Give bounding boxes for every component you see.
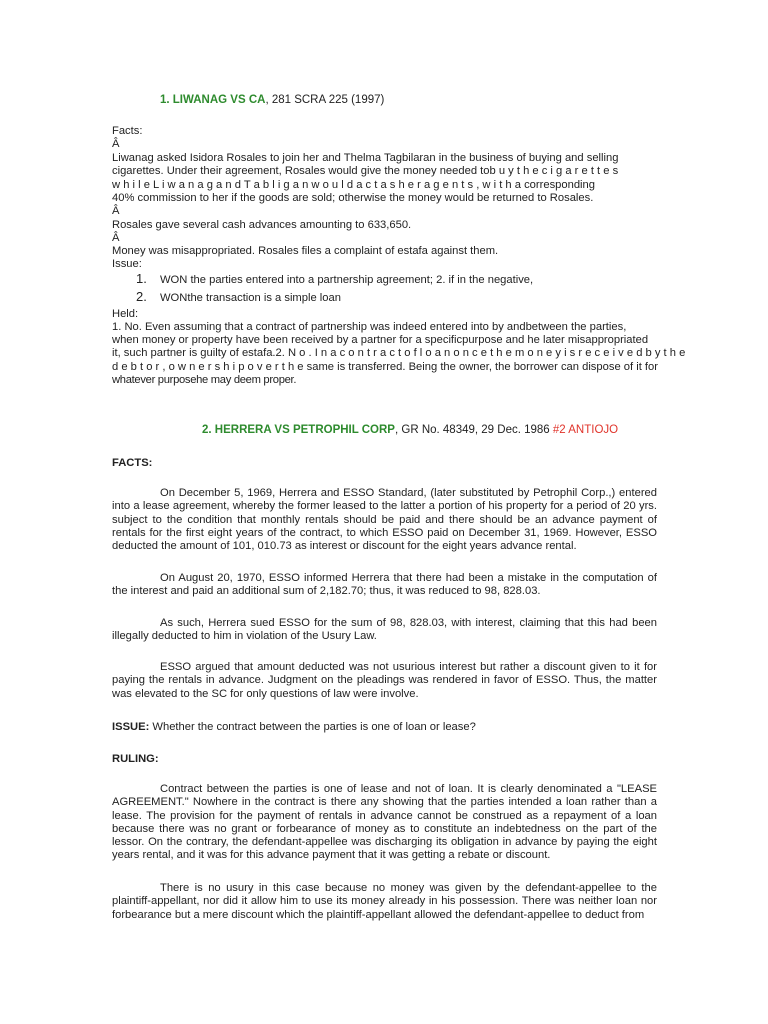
bullet-glyph: Â (112, 205, 120, 217)
case2-issue-text: Whether the contract between the parties is one of loan or lease? (149, 721, 476, 733)
paragraph-text: ESSO argued that amount deducted was not usurious interest but rather a discount given to it for paying the rentals in advance. Judgment on the pleadings was rendered in favor of ESSO. Thus, the matter was elevated to the SC for only questions of law were involve. (112, 661, 657, 700)
case1-issue-label: Issue: (112, 258, 142, 270)
issue-number: 2. (136, 289, 147, 304)
case1-issue-item (136, 290, 341, 306)
case1-fact3: Money was misappropriated. Rosales files a complaint of estafa against them. (112, 245, 499, 257)
case1-facts-label: Facts: (112, 125, 143, 137)
case2-citation: , GR No. 48349, 29 Dec. 1986 (394, 424, 553, 436)
case2-facts-paragraph (112, 487, 657, 553)
case1-fact2: Rosales gave several cash advances amounting to 633,650. (112, 219, 412, 231)
case2-issue (112, 721, 476, 735)
case2-issue-label: ISSUE: (112, 721, 150, 733)
case1-fact1-line: 40% commission to her if the goods are sold; otherwise the money would be returned to Rosales. (112, 192, 594, 204)
issue-text: WONthe transaction is a simple loan (160, 292, 341, 304)
case1-heading (160, 94, 384, 108)
case1-held-line: 1. No. Even assuming that a contract of partnership was indeed entered into by andbetween the parties, (112, 321, 627, 333)
paragraph-text: There is no usury in this case because no money was given by the defendant-appellee to the plaintiff-appellant, nor did it allow him to use its money already in his possession. There was neither loan nor forbearance but a mere discount which the plaintiff-appellant allowed the defendant-appellee to deduct from (112, 882, 657, 921)
case2-facts-paragraph (112, 572, 657, 599)
case2-ruling-heading: RULING: (112, 753, 159, 765)
paragraph-text: On December 5, 1969, Herrera and ESSO Standard, (later substituted by Petrophil Corp.,) entered into a lease agreement, whereby the former leased to the latter a portion of his property for a period of 20 yrs. subject to the condition that monthly rentals should be paid and there should be an advance payment of rentals for the first eight years of the contract, to which ESSO paid on December 31, 1969. However, ESSO deducted the amount of 101, 010.73 as interest or discount for the eight years advance rental. (112, 487, 657, 553)
bullet-glyph: Â (112, 232, 120, 244)
case2-facts-paragraph (112, 617, 657, 644)
paragraph-text: As such, Herrera sued ESSO for the sum of 98, 828.03, with interest, claiming that this had been illegally deducted to him in violation of the Usury Law. (112, 617, 657, 643)
case2-heading (202, 424, 618, 438)
case1-fact1-line: cigarettes. Under their agreement, Rosales would give the money needed tob u y t h e c i g a r e t t e s (112, 165, 619, 177)
case1-issue-item (136, 272, 533, 288)
case2-title: 2. HERRERA VS PETROPHIL CORP (202, 424, 395, 436)
issue-number: 1. (136, 271, 147, 286)
case1-held-line: when money or property have been received by a partner for a specificpurpose and he later misappropriated (112, 334, 649, 346)
case2-tag: #2 ANTIOJO (552, 424, 619, 436)
case2-ruling-paragraph (112, 882, 657, 922)
case1-held-label: Held: (112, 308, 139, 320)
case2-facts-heading: FACTS: (112, 457, 153, 469)
case1-held-line: d e b t o r , o w n e r s h i p o v e r t h e same is transferred. Being the owner, the borrower can dispose of it for (112, 361, 658, 373)
paragraph-text: On August 20, 1970, ESSO informed Herrera that there had been a mistake in the computation of the interest and paid an additional sum of 2,182.70; thus, it was reduced to 98, 828.03. (112, 572, 657, 598)
case1-held-line: whatever purposehe may deem proper. (112, 374, 297, 386)
case1-fact1-line: w h i l e L i w a n a g a n d T a b l i g a n w o u l d a c t a s h e r a g e n t s , w i t h a corresponding (112, 179, 595, 191)
case1-citation: , 281 SCRA 225 (1997) (265, 94, 385, 106)
case1-fact1-line: Liwanag asked Isidora Rosales to join her and Thelma Tagbilaran in the business of buying and selling (112, 152, 619, 164)
case1-held-line: it, such partner is guilty of estafa.2. N o . I n a c o n t r a c t o f l o a n o n c e t h e m o n e y i s r e c e i v e d b y t h e (112, 347, 686, 359)
issue-text: WON the parties entered into a partnership agreement; 2. if in the negative, (160, 274, 534, 286)
case1-title: 1. LIWANAG VS CA (160, 94, 266, 106)
bullet-glyph: Â (112, 138, 120, 150)
case2-ruling-paragraph (112, 783, 657, 863)
paragraph-text: Contract between the parties is one of lease and not of loan. It is clearly denominated a "LEASE AGREEMENT." Nowhere in the contract is there any showing that the parties intended a loan rather than a lease. The provision for the payment of rentals in advance cannot be construed as a repayment of a loan because there was no grant or forbearance of money as to constitute an indebtedness on the part of the lessor. On the contrary, the defendant-appellee was discharging its obligation in advance by paying the eight years rental, and it was for this advance payment that it was getting a rebate or discount. (112, 783, 657, 862)
case2-facts-paragraph (112, 661, 657, 701)
